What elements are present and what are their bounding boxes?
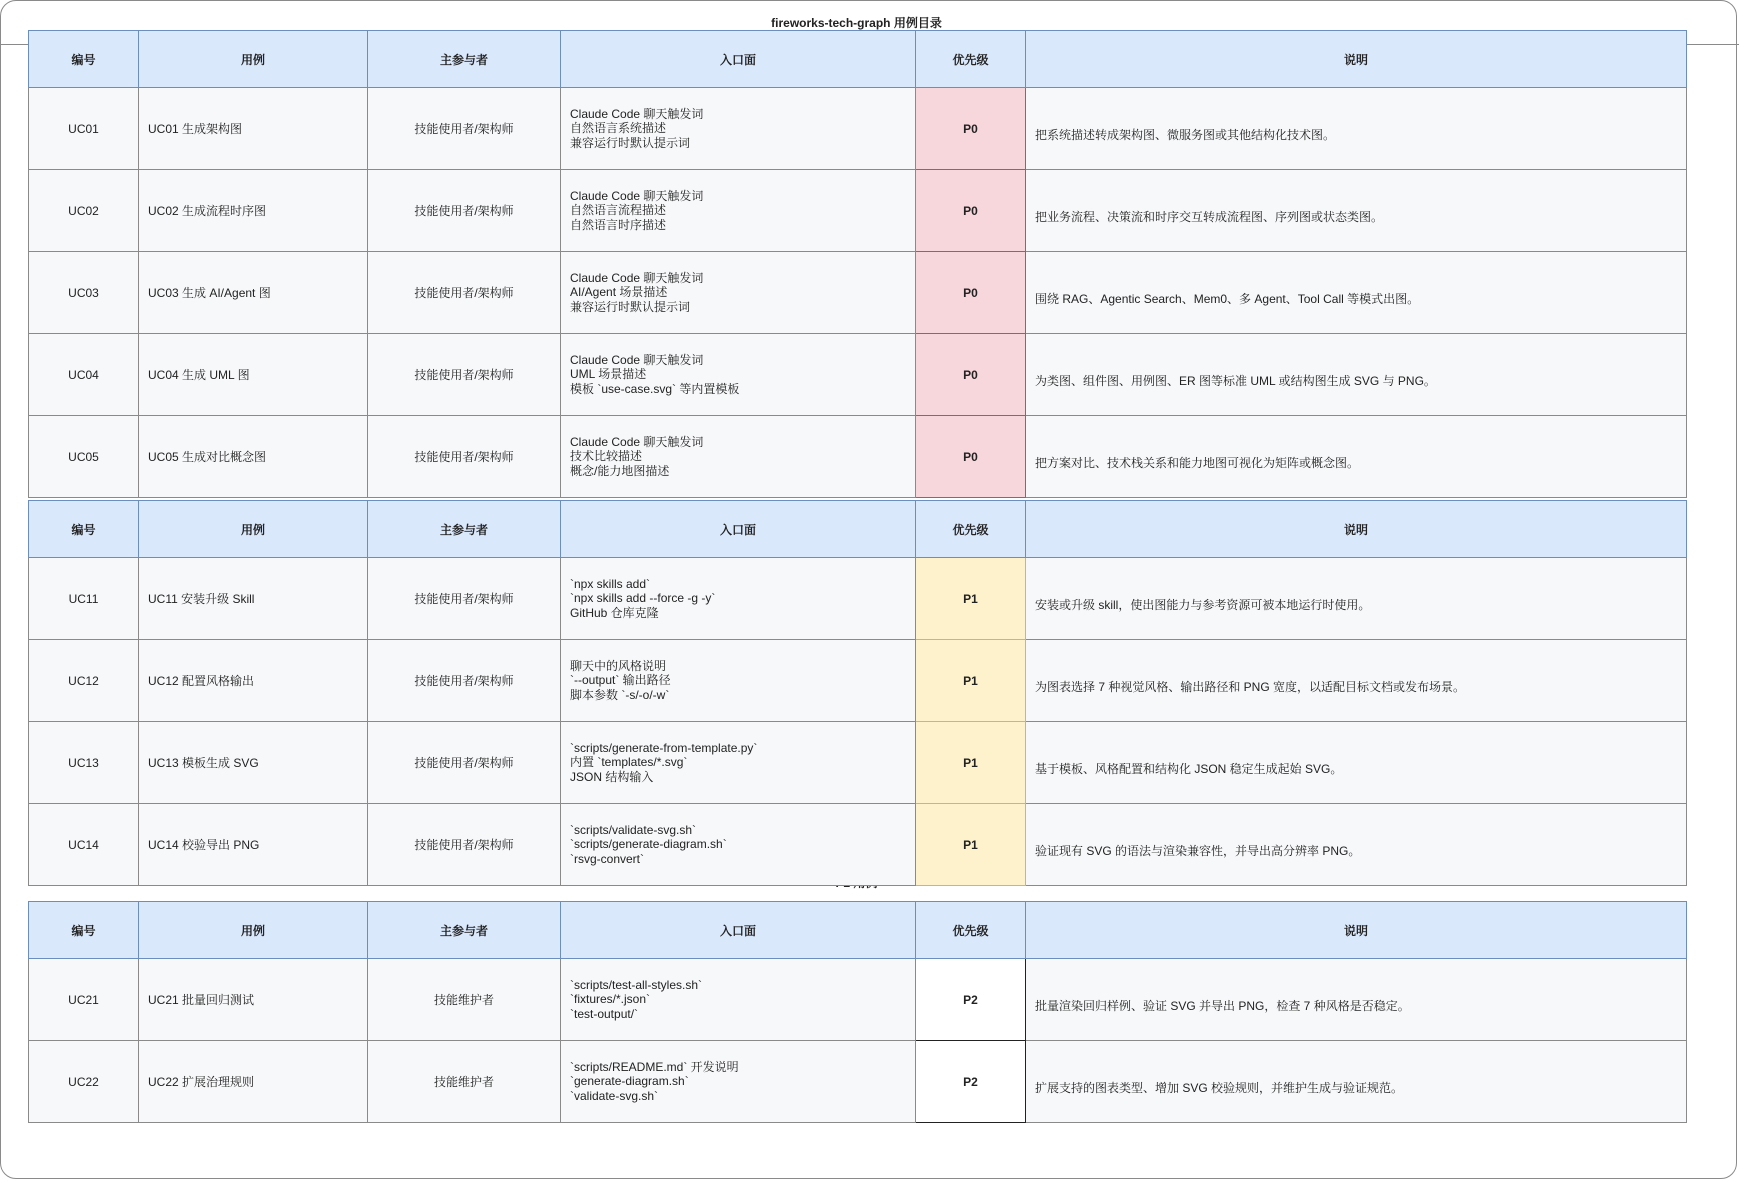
column-header-id: 编号 <box>29 902 139 959</box>
entry-line: Claude Code 聊天触发词 <box>570 352 704 367</box>
use-case-description: 扩展支持的图表类型、增加 SVG 校验规则，并维护生成与验证规范。 <box>1026 1041 1687 1123</box>
table-row <box>29 804 1687 886</box>
use-case-description: 把业务流程、决策流和时序交互转成流程图、序列图或状态类图。 <box>1026 170 1687 252</box>
table-row <box>29 334 1687 416</box>
table-row <box>29 252 1687 334</box>
entry-line: Claude Code 聊天触发词 <box>570 106 704 121</box>
priority-badge: P0 <box>916 416 1026 498</box>
entry-surface <box>561 640 916 722</box>
entry-line: Claude Code 聊天触发词 <box>570 270 704 285</box>
entry-surface <box>561 558 916 640</box>
entry-surface <box>561 722 916 804</box>
use-case-table-p2 <box>28 901 1687 1123</box>
use-case-id: UC22 <box>29 1041 139 1123</box>
primary-actor: 技能使用者/架构师 <box>368 558 561 640</box>
primary-actor: 技能维护者 <box>368 1041 561 1123</box>
column-header-entry: 入口面 <box>561 501 916 558</box>
column-header-entry: 入口面 <box>561 31 916 88</box>
entry-line: 兼容运行时默认提示词 <box>570 299 691 314</box>
use-case-name: UC11 安装升级 Skill <box>139 558 368 640</box>
primary-actor: 技能使用者/架构师 <box>368 334 561 416</box>
priority-badge: P2 <box>916 959 1026 1041</box>
frame-divider-right <box>1687 44 1739 45</box>
page-title: fireworks-tech-graph 用例目录 <box>771 16 942 30</box>
table-row <box>29 722 1687 804</box>
priority-badge: P0 <box>916 88 1026 170</box>
entry-line: `test-output/` <box>570 1006 639 1021</box>
priority-badge: P0 <box>916 334 1026 416</box>
use-case-description: 把方案对比、技术栈关系和能力地图可视化为矩阵或概念图。 <box>1026 416 1687 498</box>
primary-actor: 技能使用者/架构师 <box>368 804 561 886</box>
column-header-name: 用例 <box>139 31 368 88</box>
entry-line: Claude Code 聊天触发词 <box>570 434 704 449</box>
use-case-description: 为类图、组件图、用例图、ER 图等标准 UML 或结构图生成 SVG 与 PNG。 <box>1026 334 1687 416</box>
column-header-priority: 优先级 <box>916 501 1026 558</box>
column-header-id: 编号 <box>29 501 139 558</box>
use-case-description: 为图表选择 7 种视觉风格、输出路径和 PNG 宽度，以适配目标文档或发布场景。 <box>1026 640 1687 722</box>
use-case-description: 验证现有 SVG 的语法与渲染兼容性，并导出高分辨率 PNG。 <box>1026 804 1687 886</box>
column-header-id: 编号 <box>29 31 139 88</box>
entry-line: 自然语言系统描述 <box>570 121 667 136</box>
entry-surface <box>561 334 916 416</box>
priority-badge: P1 <box>916 558 1026 640</box>
entry-line: `generate-diagram.sh` <box>570 1074 689 1089</box>
column-header-desc: 说明 <box>1026 501 1687 558</box>
entry-line: 聊天中的风格说明 <box>570 658 667 673</box>
table-row <box>29 1041 1687 1123</box>
table-row <box>29 558 1687 640</box>
primary-actor: 技能使用者/架构师 <box>368 170 561 252</box>
use-case-table-p0 <box>28 30 1687 498</box>
entry-surface <box>561 959 916 1041</box>
table-row <box>29 416 1687 498</box>
column-header-priority: 优先级 <box>916 31 1026 88</box>
entry-surface <box>561 88 916 170</box>
use-case-name: UC05 生成对比概念图 <box>139 416 368 498</box>
frame-divider-left <box>0 44 28 45</box>
entry-line: `scripts/README.md` 开发说明 <box>570 1059 739 1074</box>
column-header-priority: 优先级 <box>916 902 1026 959</box>
entry-line: `npx skills add` <box>570 576 651 591</box>
entry-line: 内置 `templates/*.svg` <box>570 755 688 770</box>
column-header-actor: 主参与者 <box>368 902 561 959</box>
table-header-row <box>29 902 1687 959</box>
use-case-id: UC05 <box>29 416 139 498</box>
entry-line: `scripts/test-all-styles.sh` <box>570 977 703 992</box>
priority-badge: P1 <box>916 804 1026 886</box>
entry-line: 模板 `use-case.svg` 等内置模板 <box>570 381 740 396</box>
entry-line: Claude Code 聊天触发词 <box>570 188 704 203</box>
column-header-desc: 说明 <box>1026 31 1687 88</box>
table-header-row <box>29 501 1687 558</box>
table-row <box>29 88 1687 170</box>
use-case-id: UC01 <box>29 88 139 170</box>
entry-line: UML 场景描述 <box>570 367 647 382</box>
entry-line: 技术比较描述 <box>570 449 643 464</box>
entry-line: GitHub 仓库克隆 <box>570 605 659 620</box>
use-case-name: UC14 校验导出 PNG <box>139 804 368 886</box>
entry-line: `scripts/validate-svg.sh` <box>570 822 697 837</box>
entry-line: `npx skills add --force -g -y` <box>570 591 716 606</box>
column-header-entry: 入口面 <box>561 902 916 959</box>
use-case-name: UC03 生成 AI/Agent 图 <box>139 252 368 334</box>
use-case-name: UC21 批量回归测试 <box>139 959 368 1041</box>
use-case-description: 批量渲染回归样例、验证 SVG 并导出 PNG，检查 7 种风格是否稳定。 <box>1026 959 1687 1041</box>
use-case-id: UC03 <box>29 252 139 334</box>
primary-actor: 技能使用者/架构师 <box>368 722 561 804</box>
entry-line: 自然语言流程描述 <box>570 203 667 218</box>
use-case-name: UC04 生成 UML 图 <box>139 334 368 416</box>
use-case-name: UC22 扩展治理规则 <box>139 1041 368 1123</box>
entry-surface <box>561 1041 916 1123</box>
table-row <box>29 170 1687 252</box>
use-case-name: UC13 模板生成 SVG <box>139 722 368 804</box>
entry-line: `validate-svg.sh` <box>570 1088 659 1103</box>
entry-line: 自然语言时序描述 <box>570 217 667 232</box>
entry-line: JSON 结构输入 <box>570 769 654 784</box>
use-case-name: UC02 生成流程时序图 <box>139 170 368 252</box>
entry-line: `fixtures/*.json` <box>570 992 651 1007</box>
primary-actor: 技能使用者/架构师 <box>368 416 561 498</box>
priority-badge: P0 <box>916 170 1026 252</box>
use-case-description: 把系统描述转成架构图、微服务图或其他结构化技术图。 <box>1026 88 1687 170</box>
use-case-id: UC04 <box>29 334 139 416</box>
priority-badge: P1 <box>916 722 1026 804</box>
entry-line: 兼容运行时默认提示词 <box>570 135 691 150</box>
entry-line: `scripts/generate-from-template.py` <box>570 740 758 755</box>
column-header-actor: 主参与者 <box>368 501 561 558</box>
primary-actor: 技能维护者 <box>368 959 561 1041</box>
primary-actor: 技能使用者/架构师 <box>368 252 561 334</box>
use-case-id: UC11 <box>29 558 139 640</box>
entry-surface <box>561 252 916 334</box>
table-row <box>29 959 1687 1041</box>
entry-line: `--output` 输出路径 <box>570 673 671 688</box>
use-case-id: UC02 <box>29 170 139 252</box>
entry-line: `scripts/generate-diagram.sh` <box>570 837 727 852</box>
use-case-id: UC21 <box>29 959 139 1041</box>
primary-actor: 技能使用者/架构师 <box>368 88 561 170</box>
use-case-id: UC12 <box>29 640 139 722</box>
column-header-name: 用例 <box>139 902 368 959</box>
column-header-name: 用例 <box>139 501 368 558</box>
column-header-desc: 说明 <box>1026 902 1687 959</box>
use-case-description: 安装或升级 skill，使出图能力与参考资源可被本地运行时使用。 <box>1026 558 1687 640</box>
use-case-table-p1 <box>28 500 1687 886</box>
entry-line: `rsvg-convert` <box>570 851 645 866</box>
use-case-name: UC01 生成架构图 <box>139 88 368 170</box>
column-header-actor: 主参与者 <box>368 31 561 88</box>
priority-badge: P2 <box>916 1041 1026 1123</box>
entry-line: 脚本参数 `-s/-o/-w` <box>570 687 670 702</box>
use-case-id: UC14 <box>29 804 139 886</box>
entry-line: AI/Agent 场景描述 <box>570 285 668 300</box>
use-case-name: UC12 配置风格输出 <box>139 640 368 722</box>
use-case-id: UC13 <box>29 722 139 804</box>
entry-surface <box>561 416 916 498</box>
entry-line: 概念/能力地图描述 <box>570 463 670 478</box>
table-row <box>29 640 1687 722</box>
entry-surface <box>561 170 916 252</box>
priority-badge: P0 <box>916 252 1026 334</box>
table-header-row <box>29 31 1687 88</box>
entry-surface <box>561 804 916 886</box>
use-case-description: 基于模板、风格配置和结构化 JSON 稳定生成起始 SVG。 <box>1026 722 1687 804</box>
primary-actor: 技能使用者/架构师 <box>368 640 561 722</box>
priority-badge: P1 <box>916 640 1026 722</box>
use-case-description: 围绕 RAG、Agentic Search、Mem0、多 Agent、Tool Call 等模式出图。 <box>1026 252 1687 334</box>
